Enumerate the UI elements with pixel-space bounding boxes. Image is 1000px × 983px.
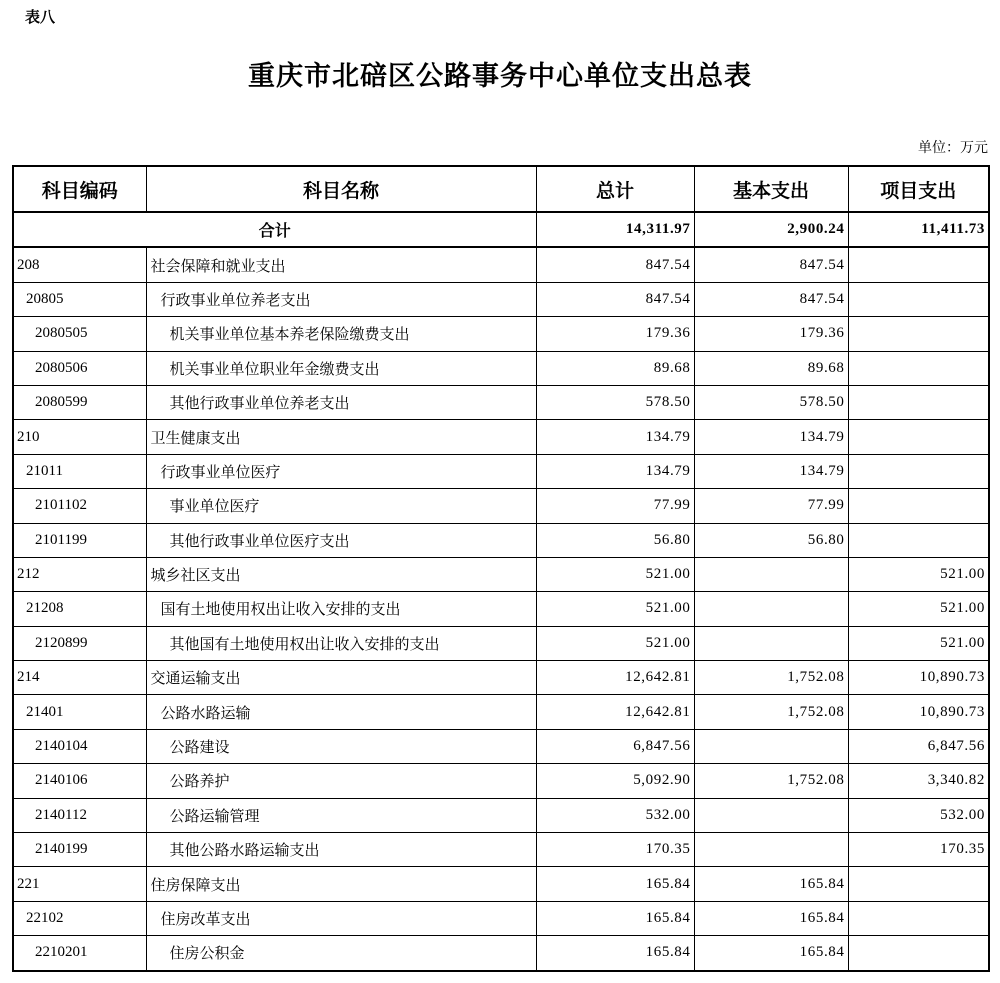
project-value-cell: 521.00 bbox=[848, 592, 989, 626]
col-header-total: 总计 bbox=[536, 166, 694, 212]
total-value-cell: 165.84 bbox=[536, 867, 694, 901]
page-title: 重庆市北碚区公路事务中心单位支出总表 bbox=[248, 61, 752, 91]
table-row bbox=[13, 317, 989, 351]
basic-value-cell: 179.36 bbox=[694, 317, 848, 351]
basic-value-cell bbox=[694, 557, 848, 591]
subject-name-cell: 卫生健康支出 bbox=[146, 420, 536, 454]
grand-total-row bbox=[13, 212, 989, 247]
total-value-cell: 521.00 bbox=[536, 592, 694, 626]
subject-code-cell: 212 bbox=[13, 557, 146, 591]
basic-value-cell: 847.54 bbox=[694, 247, 848, 282]
basic-value-cell: 134.79 bbox=[694, 420, 848, 454]
project-value-cell: 170.35 bbox=[848, 833, 989, 867]
project-value-cell bbox=[848, 317, 989, 351]
subject-name-cell: 社会保障和就业支出 bbox=[146, 247, 536, 282]
table-row bbox=[13, 936, 989, 971]
subject-name-cell: 行政事业单位医疗 bbox=[146, 454, 536, 488]
project-value-cell: 532.00 bbox=[848, 798, 989, 832]
table-header-row bbox=[13, 166, 989, 212]
basic-value-cell bbox=[694, 833, 848, 867]
subject-name-cell: 住房公积金 bbox=[146, 936, 536, 971]
subject-name-cell: 公路水路运输 bbox=[146, 695, 536, 729]
table-row bbox=[13, 247, 989, 282]
project-value-cell bbox=[848, 420, 989, 454]
subject-name-cell: 国有土地使用权出让收入安排的支出 bbox=[146, 592, 536, 626]
table-row bbox=[13, 557, 989, 591]
table-row bbox=[13, 523, 989, 557]
subject-code-cell: 22102 bbox=[13, 901, 146, 935]
total-value-cell: 12,642.81 bbox=[536, 661, 694, 695]
basic-value-cell: 56.80 bbox=[694, 523, 848, 557]
project-value-cell bbox=[848, 489, 989, 523]
total-value-cell: 56.80 bbox=[536, 523, 694, 557]
basic-value-cell: 89.68 bbox=[694, 351, 848, 385]
basic-value-cell: 165.84 bbox=[694, 936, 848, 971]
basic-value-cell: 1,752.08 bbox=[694, 661, 848, 695]
grand-total-label-cell: 合计 bbox=[13, 212, 536, 247]
table-row bbox=[13, 592, 989, 626]
total-value-cell: 847.54 bbox=[536, 247, 694, 282]
basic-value-cell: 134.79 bbox=[694, 454, 848, 488]
table-row bbox=[13, 454, 989, 488]
basic-value-cell: 1,752.08 bbox=[694, 695, 848, 729]
subject-code-cell: 210 bbox=[13, 420, 146, 454]
basic-value-cell bbox=[694, 798, 848, 832]
project-value-cell bbox=[848, 901, 989, 935]
basic-value-cell bbox=[694, 729, 848, 763]
unit-note: 单位：万元 bbox=[918, 141, 988, 156]
table-row bbox=[13, 282, 989, 316]
subject-name-cell: 其他行政事业单位医疗支出 bbox=[146, 523, 536, 557]
total-value-cell: 134.79 bbox=[536, 454, 694, 488]
project-value-cell bbox=[848, 454, 989, 488]
subject-code-cell: 2101102 bbox=[13, 489, 146, 523]
subject-name-cell: 其他国有土地使用权出让收入安排的支出 bbox=[146, 626, 536, 660]
project-value-cell: 10,890.73 bbox=[848, 695, 989, 729]
subject-code-cell: 214 bbox=[13, 661, 146, 695]
col-header-project-expenditure: 项目支出 bbox=[848, 166, 989, 212]
subject-code-cell: 2080599 bbox=[13, 385, 146, 419]
basic-value-cell: 1,752.08 bbox=[694, 764, 848, 798]
col-header-basic-expenditure: 基本支出 bbox=[694, 166, 848, 212]
total-value-cell: 532.00 bbox=[536, 798, 694, 832]
table-row bbox=[13, 385, 989, 419]
table-row bbox=[13, 867, 989, 901]
basic-value-cell: 77.99 bbox=[694, 489, 848, 523]
total-value-cell: 77.99 bbox=[536, 489, 694, 523]
subject-name-cell: 行政事业单位养老支出 bbox=[146, 282, 536, 316]
subject-code-cell: 21208 bbox=[13, 592, 146, 626]
grand-total-basic-cell: 2,900.24 bbox=[694, 212, 848, 247]
total-value-cell: 521.00 bbox=[536, 557, 694, 591]
project-value-cell: 521.00 bbox=[848, 626, 989, 660]
subject-code-cell: 2140112 bbox=[13, 798, 146, 832]
subject-code-cell: 208 bbox=[13, 247, 146, 282]
subject-name-cell: 公路建设 bbox=[146, 729, 536, 763]
project-value-cell bbox=[848, 523, 989, 557]
subject-name-cell: 其他公路水路运输支出 bbox=[146, 833, 536, 867]
subject-code-cell: 21401 bbox=[13, 695, 146, 729]
subject-code-cell: 21011 bbox=[13, 454, 146, 488]
project-value-cell bbox=[848, 936, 989, 971]
grand-total-total-cell: 14,311.97 bbox=[536, 212, 694, 247]
subject-name-cell: 住房改革支出 bbox=[146, 901, 536, 935]
project-value-cell bbox=[848, 282, 989, 316]
total-value-cell: 12,642.81 bbox=[536, 695, 694, 729]
project-value-cell bbox=[848, 385, 989, 419]
total-value-cell: 179.36 bbox=[536, 317, 694, 351]
subject-name-cell: 机关事业单位基本养老保险缴费支出 bbox=[146, 317, 536, 351]
basic-value-cell bbox=[694, 626, 848, 660]
basic-value-cell: 165.84 bbox=[694, 867, 848, 901]
total-value-cell: 170.35 bbox=[536, 833, 694, 867]
grand-total-project-cell: 11,411.73 bbox=[848, 212, 989, 247]
total-value-cell: 134.79 bbox=[536, 420, 694, 454]
table-row bbox=[13, 729, 989, 763]
project-value-cell: 521.00 bbox=[848, 557, 989, 591]
project-value-cell bbox=[848, 351, 989, 385]
total-value-cell: 5,092.90 bbox=[536, 764, 694, 798]
table-row bbox=[13, 764, 989, 798]
total-value-cell: 578.50 bbox=[536, 385, 694, 419]
subject-code-cell: 221 bbox=[13, 867, 146, 901]
subject-name-cell: 公路养护 bbox=[146, 764, 536, 798]
subject-code-cell: 2210201 bbox=[13, 936, 146, 971]
basic-value-cell bbox=[694, 592, 848, 626]
total-value-cell: 165.84 bbox=[536, 936, 694, 971]
subject-code-cell: 2101199 bbox=[13, 523, 146, 557]
project-value-cell bbox=[848, 247, 989, 282]
table-row bbox=[13, 833, 989, 867]
table-row bbox=[13, 420, 989, 454]
total-value-cell: 521.00 bbox=[536, 626, 694, 660]
subject-code-cell: 2120899 bbox=[13, 626, 146, 660]
total-value-cell: 89.68 bbox=[536, 351, 694, 385]
subject-code-cell: 2080505 bbox=[13, 317, 146, 351]
expenditure-table bbox=[12, 165, 990, 972]
basic-value-cell: 578.50 bbox=[694, 385, 848, 419]
subject-name-cell: 住房保障支出 bbox=[146, 867, 536, 901]
col-header-subject-code: 科目编码 bbox=[13, 166, 146, 212]
project-value-cell: 10,890.73 bbox=[848, 661, 989, 695]
subject-name-cell: 事业单位医疗 bbox=[146, 489, 536, 523]
basic-value-cell: 165.84 bbox=[694, 901, 848, 935]
table-row bbox=[13, 351, 989, 385]
basic-value-cell: 847.54 bbox=[694, 282, 848, 316]
project-value-cell bbox=[848, 867, 989, 901]
subject-name-cell: 其他行政事业单位养老支出 bbox=[146, 385, 536, 419]
total-value-cell: 847.54 bbox=[536, 282, 694, 316]
subject-code-cell: 2080506 bbox=[13, 351, 146, 385]
table-row bbox=[13, 695, 989, 729]
table-row bbox=[13, 901, 989, 935]
table-row bbox=[13, 661, 989, 695]
subject-code-cell: 20805 bbox=[13, 282, 146, 316]
table-row bbox=[13, 626, 989, 660]
subject-code-cell: 2140199 bbox=[13, 833, 146, 867]
subject-name-cell: 公路运输管理 bbox=[146, 798, 536, 832]
subject-name-cell: 交通运输支出 bbox=[146, 661, 536, 695]
total-value-cell: 165.84 bbox=[536, 901, 694, 935]
subject-name-cell: 机关事业单位职业年金缴费支出 bbox=[146, 351, 536, 385]
project-value-cell: 3,340.82 bbox=[848, 764, 989, 798]
subject-name-cell: 城乡社区支出 bbox=[146, 557, 536, 591]
subject-code-cell: 2140106 bbox=[13, 764, 146, 798]
project-value-cell: 6,847.56 bbox=[848, 729, 989, 763]
table-number-label: 表八 bbox=[25, 10, 56, 26]
table-body bbox=[13, 212, 989, 971]
col-header-subject-name: 科目名称 bbox=[146, 166, 536, 212]
table-row bbox=[13, 489, 989, 523]
total-value-cell: 6,847.56 bbox=[536, 729, 694, 763]
subject-code-cell: 2140104 bbox=[13, 729, 146, 763]
table-row bbox=[13, 798, 989, 832]
